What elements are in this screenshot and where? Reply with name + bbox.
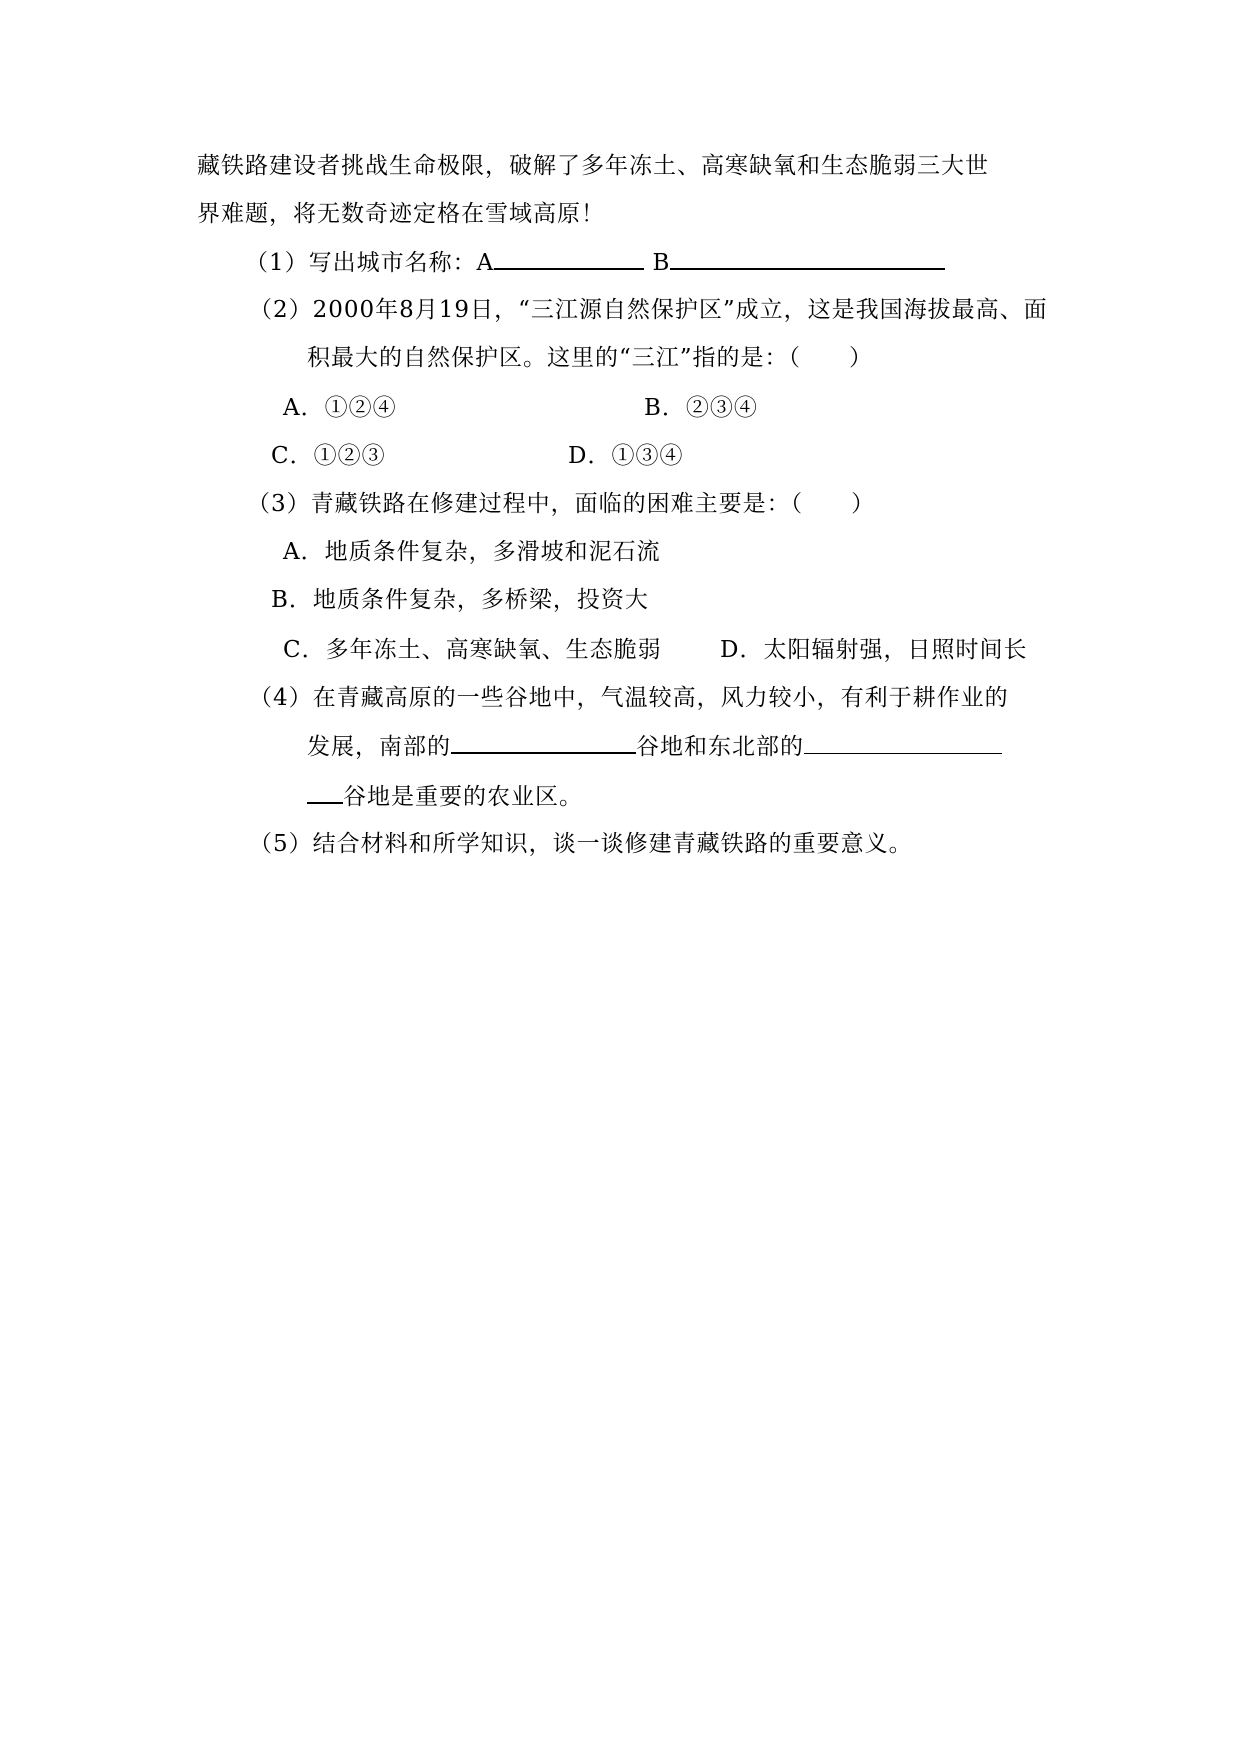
question-4-text-northeast: 谷地和东北部的 xyxy=(636,734,804,760)
intro-line-2: 界难题，将无数奇迹定格在雪域高原！ xyxy=(197,201,605,227)
question-4-line-3 xyxy=(307,780,583,813)
question-2-option-d[interactable]: D．①③④ xyxy=(568,443,684,469)
question-3-option-d[interactable]: D．太阳辐射强，日照时间长 xyxy=(720,637,1028,663)
question-2-line-1: （2）2000年8月19日，“三江源自然保护区”成立，这是我国海拔最高、面 xyxy=(249,297,1048,323)
answer-blank-a[interactable] xyxy=(494,246,644,270)
question-4-text-south: 发展，南部的 xyxy=(307,734,451,760)
question-2-option-b[interactable]: B．②③④ xyxy=(644,395,758,421)
question-3-option-b[interactable]: B．地质条件复杂，多桥梁，投资大 xyxy=(271,587,649,613)
question-1 xyxy=(245,246,945,279)
answer-blank-northeast-valley-cont[interactable] xyxy=(307,780,343,804)
intro-line-1: 藏铁路建设者挑战生命极限，破解了多年冻土、高寒缺氧和生态脆弱三大世 xyxy=(197,153,989,179)
question-5-stem: （5）结合材料和所学知识，谈一谈修建青藏铁路的重要意义。 xyxy=(249,831,913,857)
question-4-line-2 xyxy=(307,730,1002,763)
question-3-stem: （3）青藏铁路在修建过程中，面临的困难主要是：（ ） xyxy=(247,491,876,517)
question-4-text-end: 谷地是重要的农业区。 xyxy=(343,784,583,810)
answer-blank-northeast-valley[interactable] xyxy=(804,731,1002,754)
question-2-option-a[interactable]: A．①②④ xyxy=(283,395,397,421)
question-3-option-a[interactable]: A．地质条件复杂，多滑坡和泥石流 xyxy=(283,539,661,565)
answer-blank-south-valley[interactable] xyxy=(451,730,636,754)
question-3-option-c[interactable]: C．多年冻土、高寒缺氧、生态脆弱 xyxy=(283,637,662,663)
question-2-line-2: 积最大的自然保护区。这里的“三江”指的是：（ ） xyxy=(307,345,874,371)
answer-blank-b[interactable] xyxy=(670,246,945,270)
question-2-option-c[interactable]: C．①②③ xyxy=(271,443,386,469)
question-1-mid: B xyxy=(644,250,671,276)
question-4-line-1: （4）在青藏高原的一些谷地中，气温较高，风力较小，有利于耕作业的 xyxy=(249,685,1009,711)
question-1-prefix: （1）写出城市名称：A xyxy=(245,250,495,276)
